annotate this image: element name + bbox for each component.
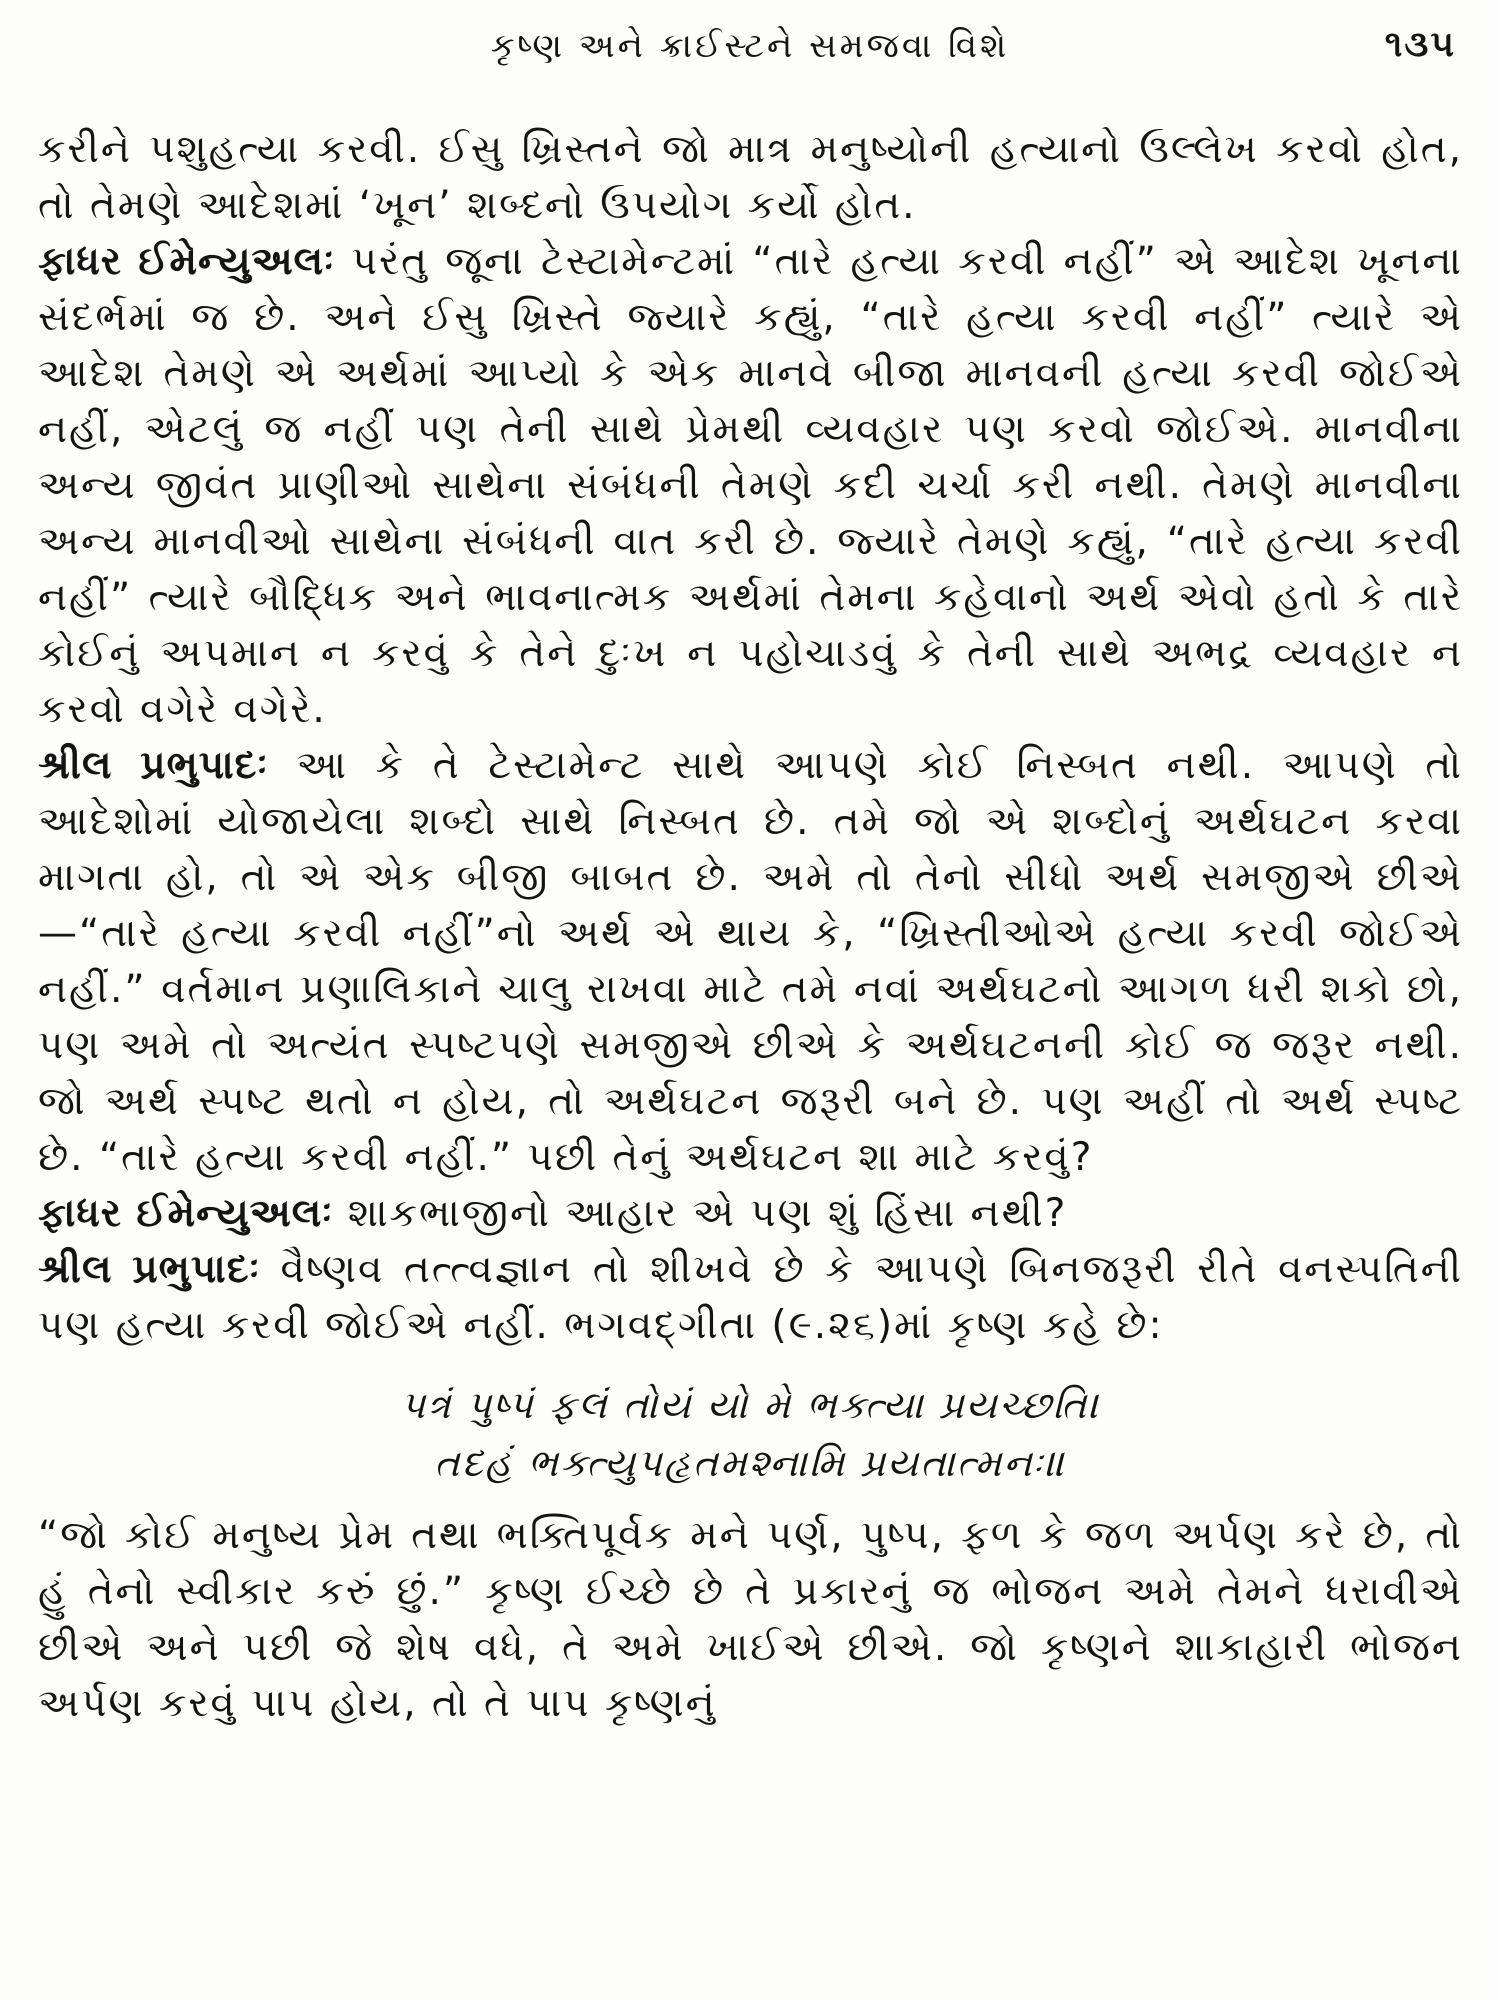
verse-line: તદહં ભક્ત્યુપહૃતમશ્નામિ પ્રયતાત્મનઃ॥ [434, 1441, 1067, 1485]
chapter-running-title: કૃષ્ણ અને ક્રાઈસ્ટને સમજવા વિશે [490, 26, 1010, 66]
dialogue-paragraph [38, 738, 1463, 1186]
dialogue-paragraph [38, 1186, 1463, 1242]
paragraph-text: પરંતુ જૂના ટેસ્ટામેન્ટમાં “તારે હત્યા કરવી નહીં” એ આદેશ ખૂનના સંદર્ભમાં જ છે. અને ઈસુ ખ્રિસ્તે જ્યારે કહ્યું, “તારે હત્યા કરવી નહીં” ત્યારે એ આદેશ તેમણે એ અર્થમાં આપ્યો કે એક માનવે બીજા માનવની હત્યા કરવી જોઈએ નહીં, એટલું જ નહીં પણ તેની સાથે પ્રેમથી વ્યવહાર પણ કરવો જોઈએ. માનવીના અન્ય જીવંત પ્રાણીઓ સાથેના સંબંધની તેમણે કદી ચર્ચા કરી નથી. તેમણે માનવીના અન્ય માનવીઓ સાથેના સંબંધની વાત કરી છે. જ્યારે તેમણે કહ્યું, “તારે હત્યા કરવી નહીં” ત્યારે બૌદ્ધિક અને ભાવનાત્મક અર્થમાં તેમના કહેવાનો અર્થ એવો હતો કે તારે કોઈનું અપમાન ન કરવું કે તેને દુઃખ ન પહોચાડવું કે તેની સાથે અભદ્ર વ્યવહાર ન કરવો વગેરે વગેરે. [38, 239, 1463, 732]
dialogue-paragraph [38, 1242, 1463, 1354]
paragraph-text: “જો કોઈ મનુષ્ય પ્રેમ તથા ભક્તિપૂર્વક મને પર્ણ, પુષ્પ, ફળ કે જળ અર્પણ કરે છે, તો હું તેનો સ્વીકાર કરું છું.” કૃષ્ણ ઈચ્છે છે તે પ્રકારનું જ ભોજન અમે તેમને ધરાવીએ છીએ અને પછી જે શેષ વધે, તે અમે ખાઈએ છીએ. જો કૃષ્ણને શાકાહારી ભોજન અર્પણ કરવું પાપ હોય, તો તે પાપ કૃષ્ણનું [38, 1513, 1463, 1726]
paragraph-text: વૈષ્ણવ તત્ત્વજ્ઞાન તો શીખવે છે કે આપણે બિનજરૂરી રીતે વનસ્પતિની પણ હત્યા કરવી જોઈએ નહીં. ભગવદ્ગીતા (૯.૨૬)માં કૃષ્ણ કહે છે: [38, 1247, 1463, 1348]
speaker-label: ફાધર ઈમેન્યુઅલઃ [38, 1191, 334, 1236]
dialogue-paragraph [38, 234, 1463, 738]
speaker-label: શ્રીલ પ્રભુપાદઃ [38, 743, 269, 788]
sanskrit-verse [38, 1376, 1463, 1492]
paragraph-text: આ કે તે ટેસ્ટામેન્ટ સાથે આપણે કોઈ નિસ્બત નથી. આપણે તો આદેશોમાં યોજાયેલા શબ્દો સાથે નિસ્બત છે. તમે જો એ શબ્દોનું અર્થઘટન કરવા માગતા હો, તો એ એક બીજી બાબત છે. અમે તો તેનો સીધો અર્થ સમજીએ છીએ—“તારે હત્યા કરવી નહીં”નો અર્થ એ થાય કે, “ખ્રિસ્તીઓએ હત્યા કરવી જોઈએ નહીં.” વર્તમાન પ્રણાલિકાને ચાલુ રાખવા માટે તમે નવાં અર્થઘટનો આગળ ધરી શકો છો, પણ અમે તો અત્યંત સ્પષ્ટપણે સમજીએ છીએ કે અર્થઘટનની કોઈ જ જરૂર નથી. જો અર્થ સ્પષ્ટ થતો ન હોય, તો અર્થઘટન જરૂરી બને છે. પણ અહીં તો અર્થ સ્પષ્ટ છે. “તારે હત્યા કરવી નહીં.” પછી તેનું અર્થઘટન શા માટે કરવું? [38, 743, 1464, 1180]
speaker-label: શ્રીલ પ્રભુપાદઃ [38, 1247, 261, 1292]
paragraph [38, 122, 1463, 234]
page-body [38, 122, 1463, 1732]
paragraph-text: શાકભાજીનો આહાર એ પણ શું હિંસા નથી? [333, 1191, 1068, 1236]
paragraph-text: કરીને પશુહત્યા કરવી. ઈસુ ખ્રિસ્તને જો માત્ર મનુષ્યોની હત્યાનો ઉલ્લેખ કરવો હોત, તો તેમણે આદેશમાં ‘ખૂન’ શબ્દનો ઉપયોગ કર્યો હોત. [38, 127, 1463, 228]
page-number: ૧૩૫ [1384, 24, 1456, 65]
running-header [0, 22, 1500, 92]
speaker-label: ફાધર ઈમેન્યુઅલઃ [38, 239, 336, 284]
verse-line: પત્રં પુષ્પં ફલં તોયં યો મે ભક્ત્યા પ્રયચ્છતિ। [400, 1383, 1101, 1427]
paragraph [38, 1508, 1463, 1732]
